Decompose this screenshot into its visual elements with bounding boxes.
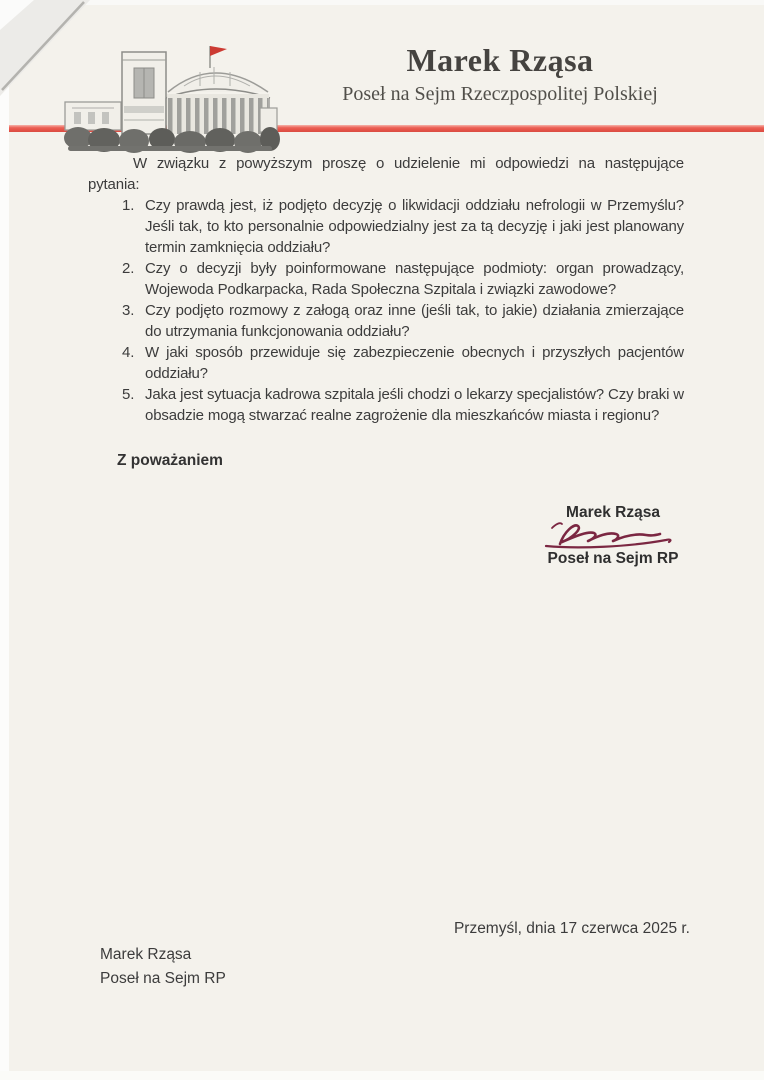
question-item (122, 195, 684, 258)
question-number: 2. (122, 260, 135, 277)
sender-name: Marek Rząsa (100, 946, 192, 963)
question-item (122, 384, 684, 426)
signature-title: Poseł na Sejm RP (547, 550, 679, 567)
letterhead-name: Marek Rząsa (406, 42, 594, 78)
scan-edge-bottom (0, 1071, 764, 1080)
question-text: W jaki sposób przewiduje się zabezpieczenie obecnych i przyszłych pacjentów oddziału? (145, 344, 684, 382)
question-text: Czy o decyzji były poinformowane następujące podmioty: organ prowadzący, Wojewoda Podkarpacka, Rada Społeczna Szpitala i związki zawodowe? (145, 260, 684, 298)
place-and-date: Przemyśl, dnia 17 czerwca 2025 r. (453, 920, 690, 937)
signature-block (498, 503, 728, 568)
question-list (88, 195, 684, 426)
sender-block (100, 943, 226, 991)
question-item (122, 258, 684, 300)
sender-title: Poseł na Sejm RP (100, 970, 226, 987)
intro-paragraph-line1: W związku z powyższym proszę o udzielenie mi odpowiedzi na następujące (133, 155, 684, 172)
question-item (122, 300, 684, 342)
question-text: Czy podjęto rozmowy z załogą oraz inne (jeśli tak, to jakie) działania zmierzające do utrzymania funkcjonowania oddziału? (145, 302, 684, 340)
question-item (122, 342, 684, 384)
question-text: Czy prawdą jest, iż podjęto decyzję o likwidacji oddziału nefrologii w Przemyślu? Jeśli tak, to kto personalnie odpowiedzialny jest za tą decyzję i jaki jest planowany termin zamknięcia oddziału? (145, 197, 684, 256)
closing-salutation: Z poważaniem (117, 452, 223, 469)
signature-printed-name: Marek Rząsa (566, 504, 660, 521)
question-number: 3. (122, 302, 135, 319)
question-text: Jaka jest sytuacja kadrowa szpitala jeśli chodzi o lekarzy specjalistów? Czy braki w obsadzie mogą stwarzać realne zagrożenie dla mieszkańców miasta i regionu? (145, 386, 684, 424)
letterhead-subtitle: Poseł na Sejm Rzeczpospolitej Polskiej (342, 83, 658, 105)
intro-paragraph-line2: pytania: (88, 176, 140, 193)
sejm-building-icon (62, 42, 280, 159)
question-number: 5. (122, 386, 135, 403)
letterhead (320, 42, 680, 107)
question-number: 1. (122, 197, 135, 214)
scan-edge-left (0, 0, 9, 1080)
question-number: 4. (122, 344, 135, 361)
letter-body (88, 153, 684, 426)
scan-edge-top (0, 0, 764, 5)
